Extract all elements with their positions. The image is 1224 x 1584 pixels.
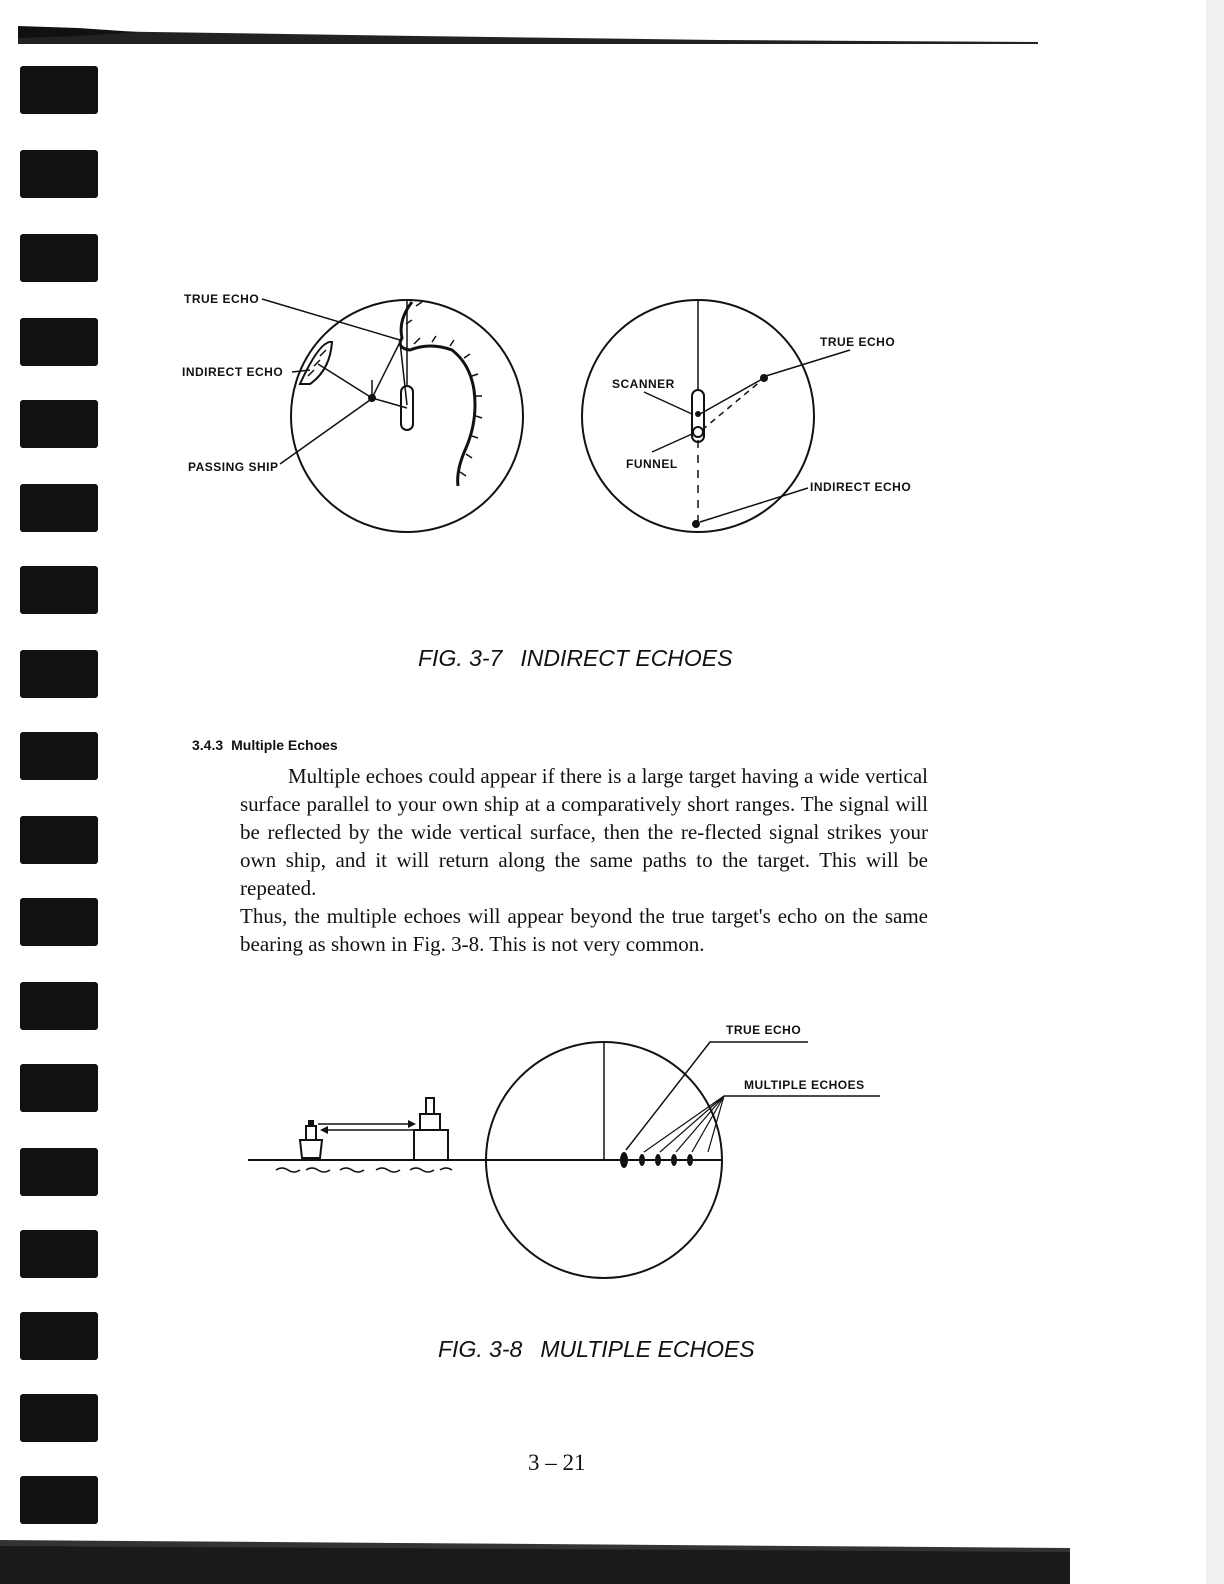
coastline-hatch <box>406 302 482 476</box>
page-number: 3 – 21 <box>528 1450 586 1475</box>
multiple-echo-mark <box>671 1154 677 1166</box>
sea-waves <box>276 1168 452 1172</box>
label-true-echo: TRUE ECHO <box>820 335 896 349</box>
binding-ring <box>20 732 98 780</box>
leader-passing-ship <box>280 400 370 464</box>
binding-ring <box>20 1312 98 1360</box>
fig-3-7-right-diagram <box>570 280 940 570</box>
multiple-echo-mark <box>687 1154 693 1166</box>
binding-ring <box>20 234 98 282</box>
own-ship-side-icon <box>300 1140 322 1158</box>
fig-3-7-left-diagram <box>170 280 540 570</box>
binding-ring <box>20 400 98 448</box>
multiple-echo-mark <box>655 1154 661 1166</box>
caption-number: FIG. 3-8 <box>438 1336 523 1362</box>
scan-top-border <box>18 26 1038 44</box>
section-body <box>240 762 928 958</box>
label-multiple-echoes: MULTIPLE ECHOES <box>744 1078 865 1092</box>
binding-ring <box>20 650 98 698</box>
label-funnel: FUNNEL <box>626 457 678 471</box>
binding-ring <box>20 1476 98 1524</box>
label-true-echo: TRUE ECHO <box>184 292 260 306</box>
binding-ring <box>20 484 98 532</box>
paragraph-1: Multiple echoes could appear if there is a large target having a wide vertical surface parallel to your own ship at a comparatively short ranges. The signal will be reflected by the wide vertical surface, then the re-flected signal strikes your own ship, and it will return along the same paths to the target. This will be repeated. <box>240 764 928 900</box>
caption-title: INDIRECT ECHOES <box>520 645 733 671</box>
caption-title: MULTIPLE ECHOES <box>540 1336 755 1362</box>
binding-ring <box>20 566 98 614</box>
label-passing-ship: PASSING SHIP <box>188 460 279 474</box>
caption-number: FIG. 3-7 <box>418 645 503 671</box>
scan-bottom-border <box>0 1540 1070 1584</box>
paragraph-2: Thus, the multiple echoes will appear beyond the true target's echo on the same bearing as shown in Fig. 3-8. This is not very common. <box>240 904 928 956</box>
binding-ring <box>20 816 98 864</box>
binding-ring <box>20 1394 98 1442</box>
page-right-edge <box>1206 0 1224 1584</box>
label-indirect-echo: INDIRECT ECHO <box>182 365 284 379</box>
section-title: Multiple Echoes <box>231 737 338 753</box>
indirect-echo-dot <box>692 520 700 528</box>
binding-ring <box>20 150 98 198</box>
binding-ring <box>20 898 98 946</box>
label-indirect-echo: INDIRECT ECHO <box>810 480 912 494</box>
section-heading <box>192 737 338 753</box>
label-true-echo: TRUE ECHO <box>726 1023 802 1037</box>
binding-ring <box>20 1230 98 1278</box>
leader-indirect-echo <box>292 370 310 372</box>
fig-3-8-diagram <box>240 1010 900 1300</box>
true-echo-mark <box>620 1152 628 1168</box>
binding-ring <box>20 1148 98 1196</box>
leader-true-echo <box>262 299 400 340</box>
binding-ring <box>20 982 98 1030</box>
section-number: 3.4.3 <box>192 737 224 753</box>
leader-funnel <box>652 434 692 452</box>
label-scanner: SCANNER <box>612 377 675 391</box>
binding-ring <box>20 1064 98 1112</box>
fig-3-8-caption <box>438 1336 755 1363</box>
leader-true-echo <box>766 350 850 376</box>
target-ship-side-icon <box>414 1130 448 1160</box>
binding-ring <box>20 318 98 366</box>
binding-ring <box>20 66 98 114</box>
multiple-echo-mark <box>639 1154 645 1166</box>
fig-3-7-caption <box>418 645 733 672</box>
leader-scanner <box>644 392 692 414</box>
